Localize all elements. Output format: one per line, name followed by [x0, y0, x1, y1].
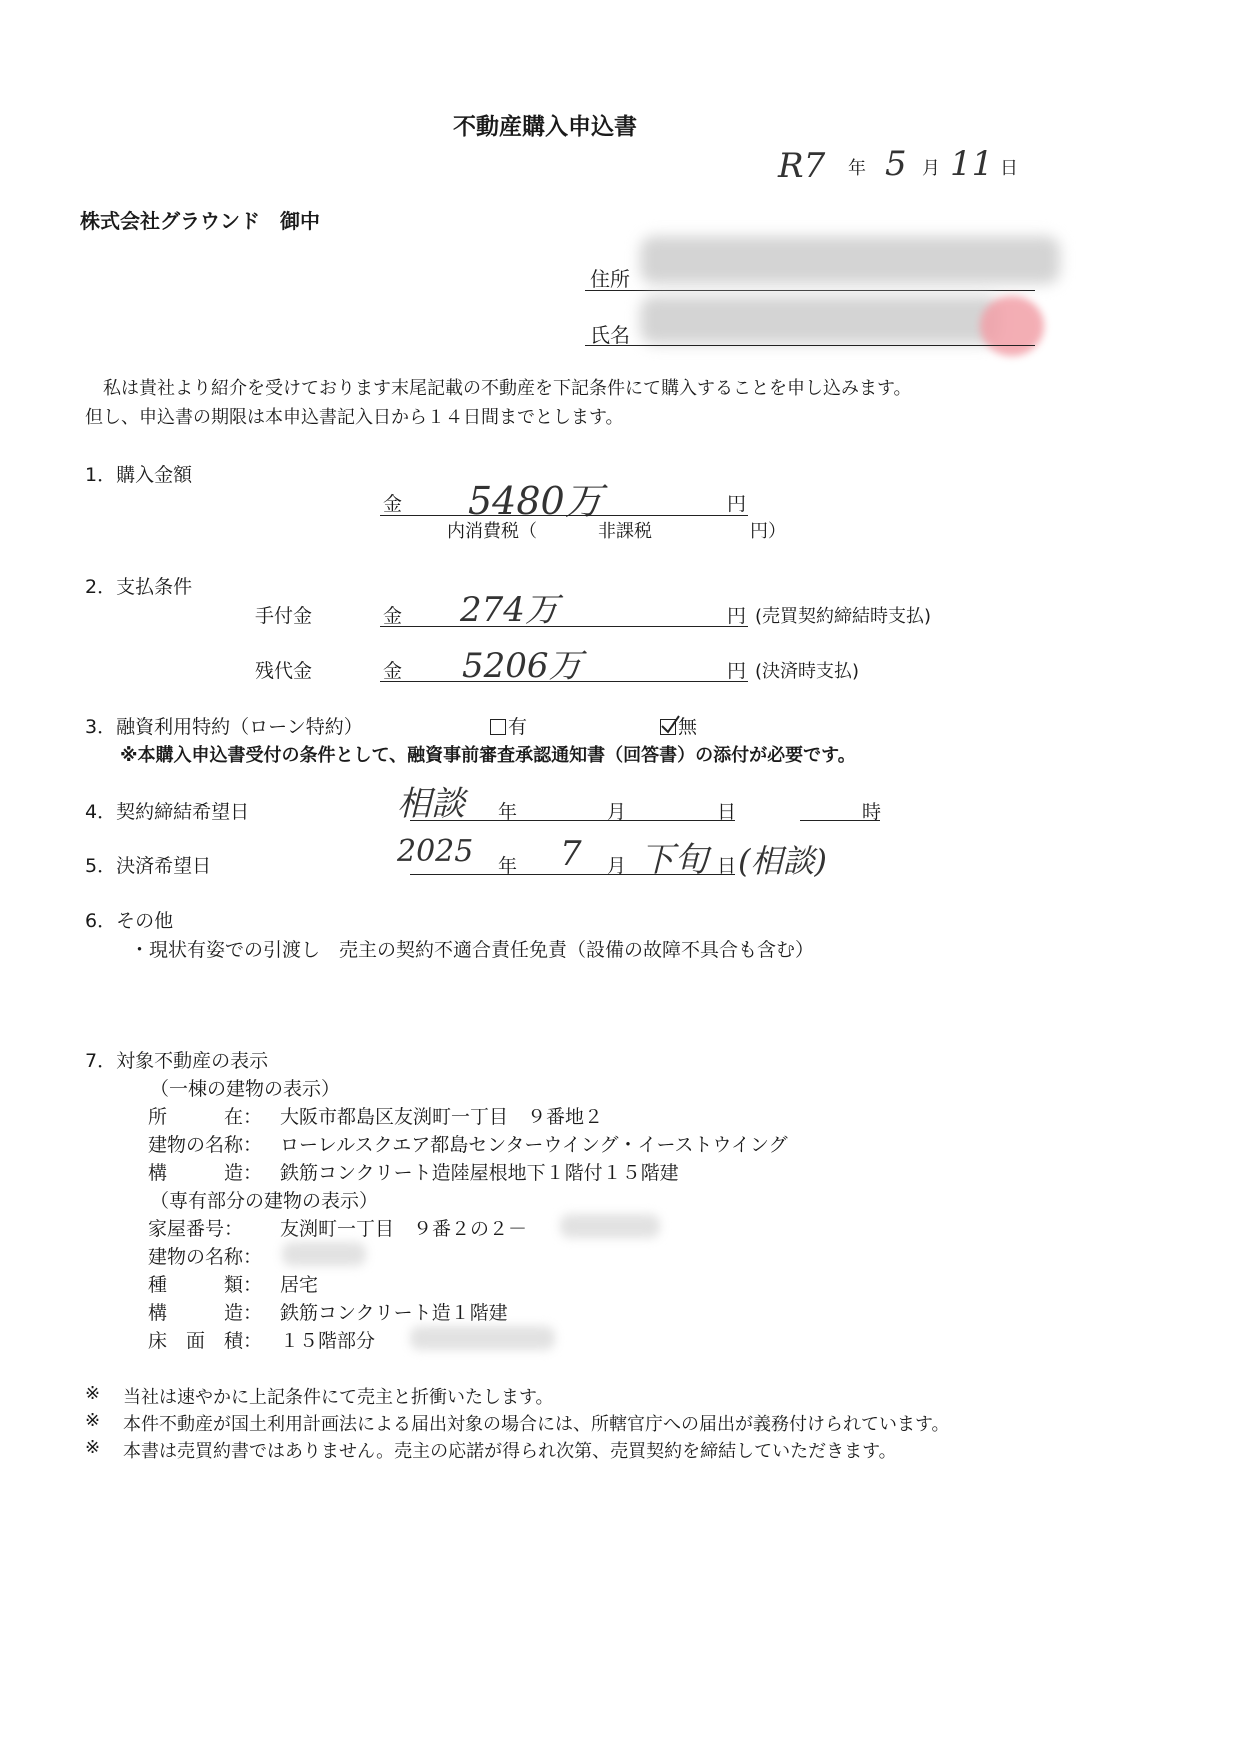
redacted-house-no [560, 1214, 660, 1238]
deposit-note: (売買契約締結時支払) [755, 606, 932, 627]
building-name-label: 建物の名称： [148, 1134, 263, 1156]
date-month: 5 [885, 144, 907, 184]
date-month-unit: 月 [922, 158, 940, 179]
deposit-label: 手付金 [255, 605, 313, 627]
note-2: 本件不動産が国土利用計画法による届出対象の場合には、所轄官庁への届出が義務付けられています。 [123, 1414, 950, 1435]
kind-label: 種 類： [148, 1274, 263, 1296]
structure-label: 構 造： [148, 1162, 263, 1184]
unit-header: （専有部分の建物の表示） [150, 1190, 379, 1212]
building-header: （一棟の建物の表示） [150, 1078, 341, 1100]
intro-line-1: 私は貴社より紹介を受けております末尾記載の不動産を下記条件にて購入することを申し込みます。 [103, 378, 912, 399]
s5-month-value: 7 [560, 834, 582, 874]
s4-month: 月 [607, 801, 627, 823]
address-underline [585, 290, 1035, 291]
s5-year-value: 2025 [397, 834, 474, 869]
seal-stamp [980, 296, 1044, 356]
s5-note: (相談) [738, 842, 827, 880]
note-2-mark: ※ [85, 1410, 101, 1431]
structure-value: 鉄筋コンクリート造陸屋根地下１階付１５階建 [280, 1162, 679, 1184]
s4-hour-underline [800, 820, 880, 821]
s4-heading: 4．契約締結希望日 [85, 801, 250, 823]
s5-month: 月 [607, 855, 627, 877]
checkbox-yes [490, 719, 506, 735]
name-label: 氏名 [590, 323, 630, 347]
redacted-address [640, 236, 1060, 284]
location-value: 大阪市都島区友渕町一丁目 ９番地２ [280, 1106, 604, 1128]
name-underline [585, 345, 1035, 346]
unit-name-label: 建物の名称： [148, 1246, 263, 1268]
date-day-unit: 日 [1000, 158, 1018, 179]
balance-yen: 円 [727, 660, 747, 682]
s1-underline [380, 515, 748, 516]
s5-heading: 5．決済希望日 [85, 855, 212, 877]
s1-yen: 円 [727, 493, 747, 515]
deposit-kin: 金 [383, 605, 403, 627]
loan-option-yes: 有 [490, 712, 527, 739]
note-1-mark: ※ [85, 1383, 101, 1404]
s1-tax-close: 円） [750, 521, 786, 542]
s5-year: 年 [498, 855, 518, 877]
s4-year: 年 [498, 801, 518, 823]
balance-note: (決済時支払) [755, 661, 860, 682]
note-3: 本書は売買約書ではありません。売主の応諾が得られ次第、売買契約を締結していただきます。 [123, 1441, 897, 1462]
note-1: 当社は速やかに上記条件にて売主と折衝いたします。 [123, 1387, 554, 1408]
redacted-name [640, 296, 1000, 344]
checkbox-no-checked [660, 719, 676, 735]
s1-tax-open: 内消費税（ [447, 521, 537, 542]
s5-day-value: 下旬 [640, 840, 708, 880]
s5-day: 日 [717, 855, 737, 877]
balance-underline [380, 681, 748, 682]
intro-line-2: 但し、申込書の期限は本申込書記入日から１４日間までとします。 [85, 407, 624, 428]
s1-amount: 5480万 [468, 479, 603, 523]
unit-structure-value: 鉄筋コンクリート造１階建 [280, 1302, 508, 1324]
check-mark-icon [659, 714, 681, 736]
s5-underline [410, 874, 735, 875]
s4-day: 日 [717, 801, 737, 823]
unit-structure-label: 構 造： [148, 1302, 263, 1324]
house-no-label: 家屋番号： [148, 1218, 244, 1240]
s6-item: ・現状有姿での引渡し 売主の契約不適合責任免責（設備の故障不具合も含む） [130, 939, 815, 961]
addressee: 株式会社グラウンド 御中 [80, 209, 320, 233]
s1-kin: 金 [383, 493, 403, 515]
date-year-unit: 年 [848, 158, 866, 179]
redacted-unit-name [282, 1242, 366, 1266]
s3-heading: 3．融資利用特約（ローン特約） [85, 716, 363, 738]
s1-heading: 1．購入金額 [85, 464, 193, 486]
balance-label: 残代金 [255, 660, 313, 682]
floor-area-value: １５階部分 [280, 1330, 376, 1352]
s4-date-underline [410, 820, 735, 821]
balance-amount: 5206万 [462, 646, 583, 686]
s1-tax-value: 非課税 [598, 521, 652, 542]
location-label: 所 在： [148, 1106, 263, 1128]
redacted-floor-area [410, 1326, 555, 1350]
s4-hour: 時 [862, 801, 882, 823]
deposit-amount: 274万 [460, 590, 559, 630]
date-day: 11 [950, 144, 994, 184]
loan-option-no: 無 [660, 712, 697, 739]
page-title: 不動産購入申込書 [453, 114, 637, 140]
s6-heading: 6．その他 [85, 910, 174, 932]
house-no-value: 友渕町一丁目 ９番２の２－ [280, 1218, 528, 1240]
s2-heading: 2．支払条件 [85, 576, 193, 598]
deposit-underline [380, 626, 748, 627]
address-label: 住所 [590, 267, 630, 291]
building-name-value: ローレルスクエア都島センターウイング・イーストウイング [280, 1134, 788, 1156]
note-3-mark: ※ [85, 1437, 101, 1458]
floor-area-label: 床 面 積： [148, 1330, 263, 1352]
balance-kin: 金 [383, 660, 403, 682]
s3-note: ※本購入申込書受付の条件として、融資事前審査承認通知書（回答書）の添付が必要です。 [120, 745, 856, 766]
s4-handwritten: 相談 [397, 784, 465, 824]
deposit-yen: 円 [727, 605, 747, 627]
kind-value: 居宅 [280, 1274, 319, 1296]
date-era-year: R7 [778, 146, 826, 186]
s7-heading: 7．対象不動産の表示 [85, 1050, 269, 1072]
